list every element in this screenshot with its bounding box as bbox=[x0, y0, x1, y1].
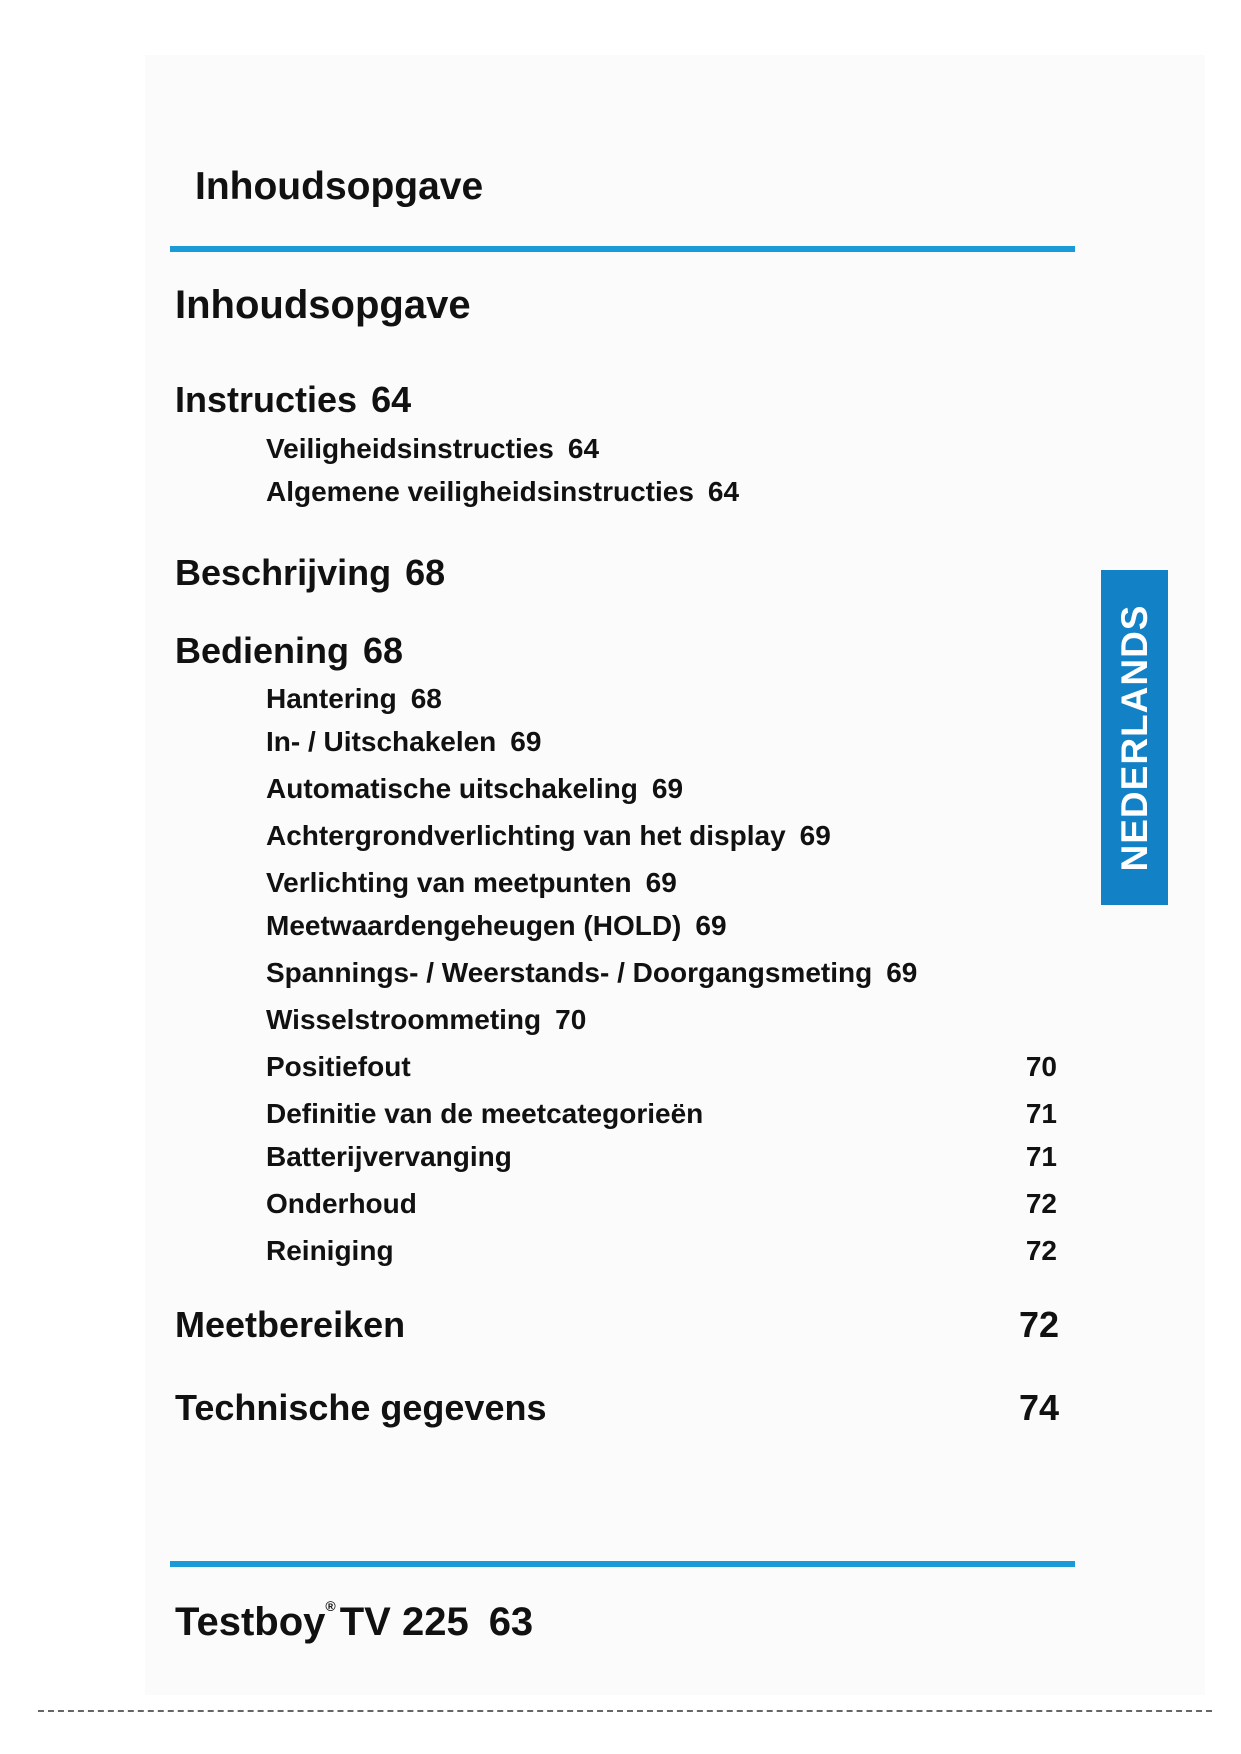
toc-entry-label: Positiefout bbox=[266, 1051, 411, 1082]
registered-mark: ® bbox=[325, 1597, 336, 1614]
toc-entry-label: Onderhoud bbox=[266, 1188, 417, 1219]
toc-entry-page: 68 bbox=[410, 683, 442, 714]
toc-entry-page: 72 bbox=[1018, 1304, 1059, 1345]
toc-entry-label: Meetbereiken bbox=[175, 1304, 406, 1345]
toc-entry-page: 64 bbox=[567, 433, 600, 464]
scan-edge-line bbox=[38, 1710, 1212, 1712]
toc-entry-label: Batterijvervanging bbox=[266, 1141, 512, 1172]
footer-page-number: 63 bbox=[488, 1600, 534, 1644]
toc-entry-page: 72 bbox=[1025, 1188, 1057, 1219]
language-tab-label: NEDERLANDS bbox=[1113, 604, 1155, 871]
toc-entry-label: Spannings- / Weerstands- / Doorgangsmeting bbox=[266, 957, 873, 988]
toc-entry-label: Wisselstroommeting bbox=[266, 1004, 542, 1035]
toc-entry-label: Algemene veiligheidsinstructies bbox=[266, 476, 694, 507]
toc-entry-page: 69 bbox=[799, 820, 831, 851]
toc-entry-page: 68 bbox=[363, 630, 404, 671]
toc-entry-page: 70 bbox=[1025, 1051, 1057, 1082]
footer-model: TV 225 bbox=[339, 1600, 469, 1644]
toc-entry-page: 69 bbox=[510, 726, 542, 757]
toc-entry-label: Veiligheidsinstructies bbox=[266, 433, 554, 464]
toc-entry-page: 71 bbox=[1025, 1098, 1057, 1129]
toc-entry-label: Meetwaardengeheugen (HOLD) bbox=[266, 910, 682, 941]
toc-entry-page: 74 bbox=[1018, 1387, 1059, 1428]
toc-entry-page: 64 bbox=[707, 476, 740, 507]
toc-entry-label: Instructies bbox=[175, 379, 358, 420]
language-tab bbox=[1101, 570, 1168, 905]
toc-title: Inhoudsopgave bbox=[175, 283, 471, 327]
toc-entry-label: Definitie van de meetcategorieën bbox=[266, 1098, 704, 1129]
toc-entry-page: 68 bbox=[405, 552, 446, 593]
toc-entry-page: 69 bbox=[651, 773, 684, 804]
toc-entry-page: 69 bbox=[886, 957, 918, 988]
footer-product: Testboy bbox=[175, 1600, 326, 1644]
toc-entry-page: 72 bbox=[1025, 1235, 1057, 1266]
toc-entry-label: Technische gegevens bbox=[175, 1387, 547, 1428]
footer bbox=[175, 1597, 534, 1645]
toc-entry-label: Beschrijving bbox=[175, 552, 392, 593]
toc-entry-label: Bediening bbox=[175, 630, 350, 671]
toc-entry-label: Verlichting van meetpunten bbox=[266, 867, 632, 898]
toc-entry-page: 70 bbox=[555, 1004, 587, 1035]
toc-entry-label: Hantering bbox=[266, 683, 397, 714]
toc-entry-label: Automatische uitschakeling bbox=[266, 773, 638, 804]
toc-entry-page: 69 bbox=[695, 910, 727, 941]
toc-entry-label: Achtergrondverlichting van het display bbox=[266, 820, 786, 851]
toc-entry-label: In- / Uitschakelen bbox=[266, 726, 497, 757]
toc-entry-page: 69 bbox=[645, 867, 677, 898]
footer-rule bbox=[170, 1561, 1075, 1567]
toc-entry-page: 64 bbox=[371, 379, 412, 420]
toc-entry-page: 71 bbox=[1025, 1141, 1057, 1172]
header-title: Inhoudsopgave bbox=[195, 165, 484, 208]
toc-entry-label: Reiniging bbox=[266, 1235, 394, 1266]
